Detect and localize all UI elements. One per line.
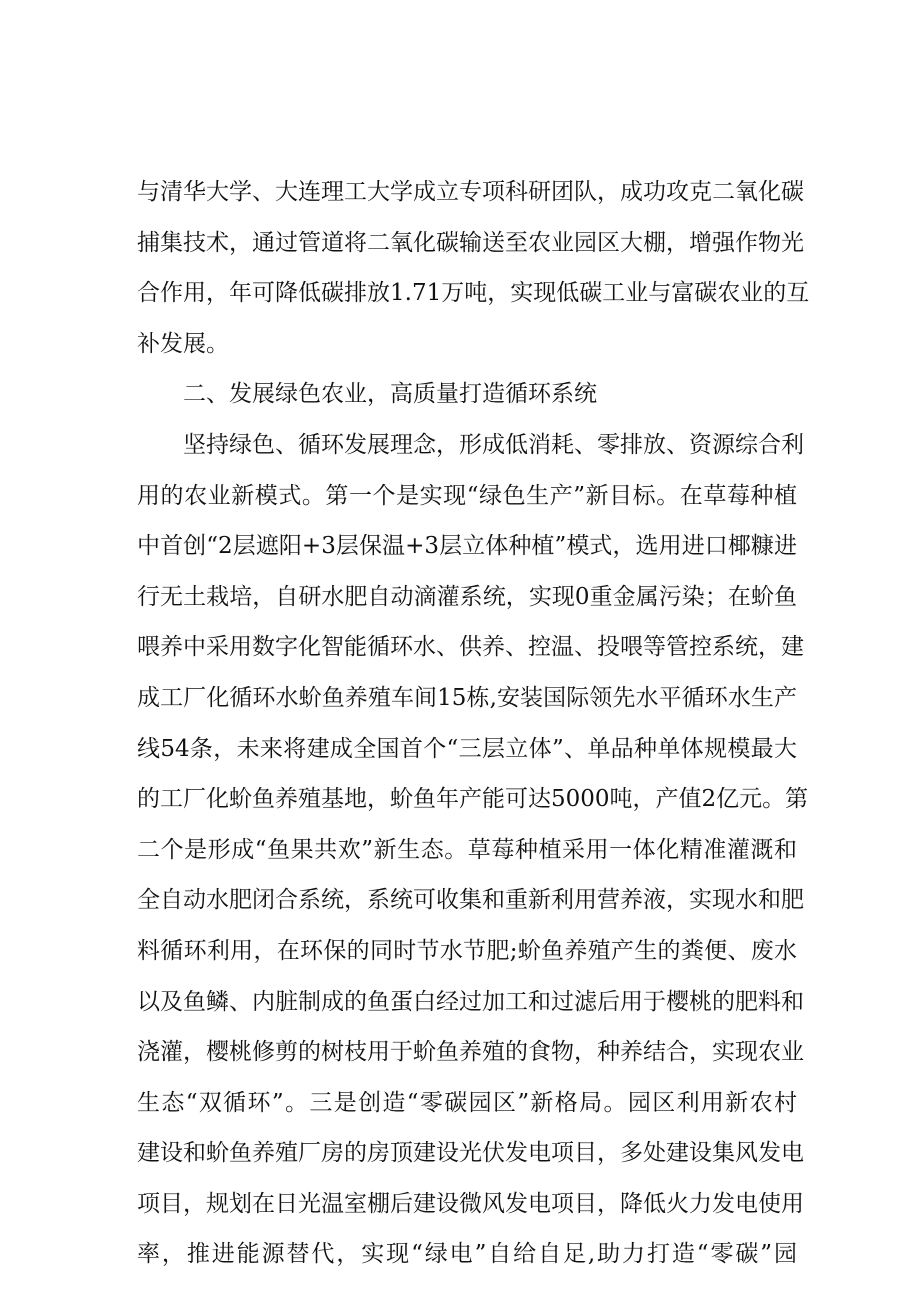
text-line: 与清华大学、大连理工大学成立专项科研团队，成功攻克二氧化碳 [137, 179, 804, 205]
text-line: 中首创“2层遮阳+3层保温+3层立体种植”模式，选用进口椰糠进 [137, 533, 797, 560]
text-line: 线54条，未来将建成全国首个“三层立体”、单品种单体规模最大 [137, 735, 797, 762]
text-line: 全自动水肥闭合系统，系统可收集和重新利用营养液，实现水和肥 [137, 887, 804, 914]
section-heading: 二、发展绿色农业，高质量打造循环系统 [183, 381, 597, 408]
text-line: 生态“双循环”。三是创造“零碳园区”新格局。园区利用新农村 [137, 1089, 797, 1116]
text-line: 用的农业新模式。第一个是实现“绿色生产”新目标。在草莓种植 [137, 482, 797, 509]
text-line: 捕集技术，通过管道将二氧化碳输送至农业园区大棚，增强作物光 [137, 229, 804, 256]
text-line: 坚持绿色、循环发展理念，形成低消耗、零排放、资源综合利 [183, 431, 804, 458]
text-line: 浇灌，樱桃修剪的树枝用于蚧鱼养殖的食物，种养结合，实现农业 [137, 1039, 804, 1066]
text-line: 行无土栽培，自研水肥自动滴灌系统，实现0重金属污染；在蚧鱼 [137, 583, 797, 610]
text-line: 率，推进能源替代，实现“绿电”自给自足,助力打造“零碳”园 [137, 1241, 797, 1268]
text-line: 成工厂化循环水蚧鱼养殖车间15栋,安装国际领先水平循环水生产 [137, 684, 797, 711]
text-line: 以及鱼鳞、内脏制成的鱼蛋白经过加工和过滤后用于樱桃的肥料和 [137, 988, 804, 1015]
text-line: 项目，规划在日光温室棚后建设微风发电项目，降低火力发电使用 [137, 1190, 804, 1217]
text-line: 的工厂化蚧鱼养殖基地，蚧鱼年产能可达5000吨，产值2亿元。第 [137, 786, 809, 813]
text-line: 建设和蚧鱼养殖厂房的房顶建设光伏发电项目，多处建设集风发电 [137, 1140, 804, 1167]
document-body [137, 167, 810, 1280]
text-line: 喂养中采用数字化智能循环水、供养、控温、投喂等管控系统，建 [137, 634, 804, 661]
text-line: 二个是形成“鱼果共欢”新生态。草莓种植采用一体化精准灌溉和 [137, 836, 797, 863]
text-line: 合作用，年可降低碳排放1.71万吨，实现低碳工业与富碳农业的互 [137, 280, 810, 307]
text-line: 料循环利用，在环保的同时节水节肥;蚧鱼养殖产生的粪便、废水 [137, 937, 797, 964]
text-line: 补发展。 [137, 330, 229, 357]
